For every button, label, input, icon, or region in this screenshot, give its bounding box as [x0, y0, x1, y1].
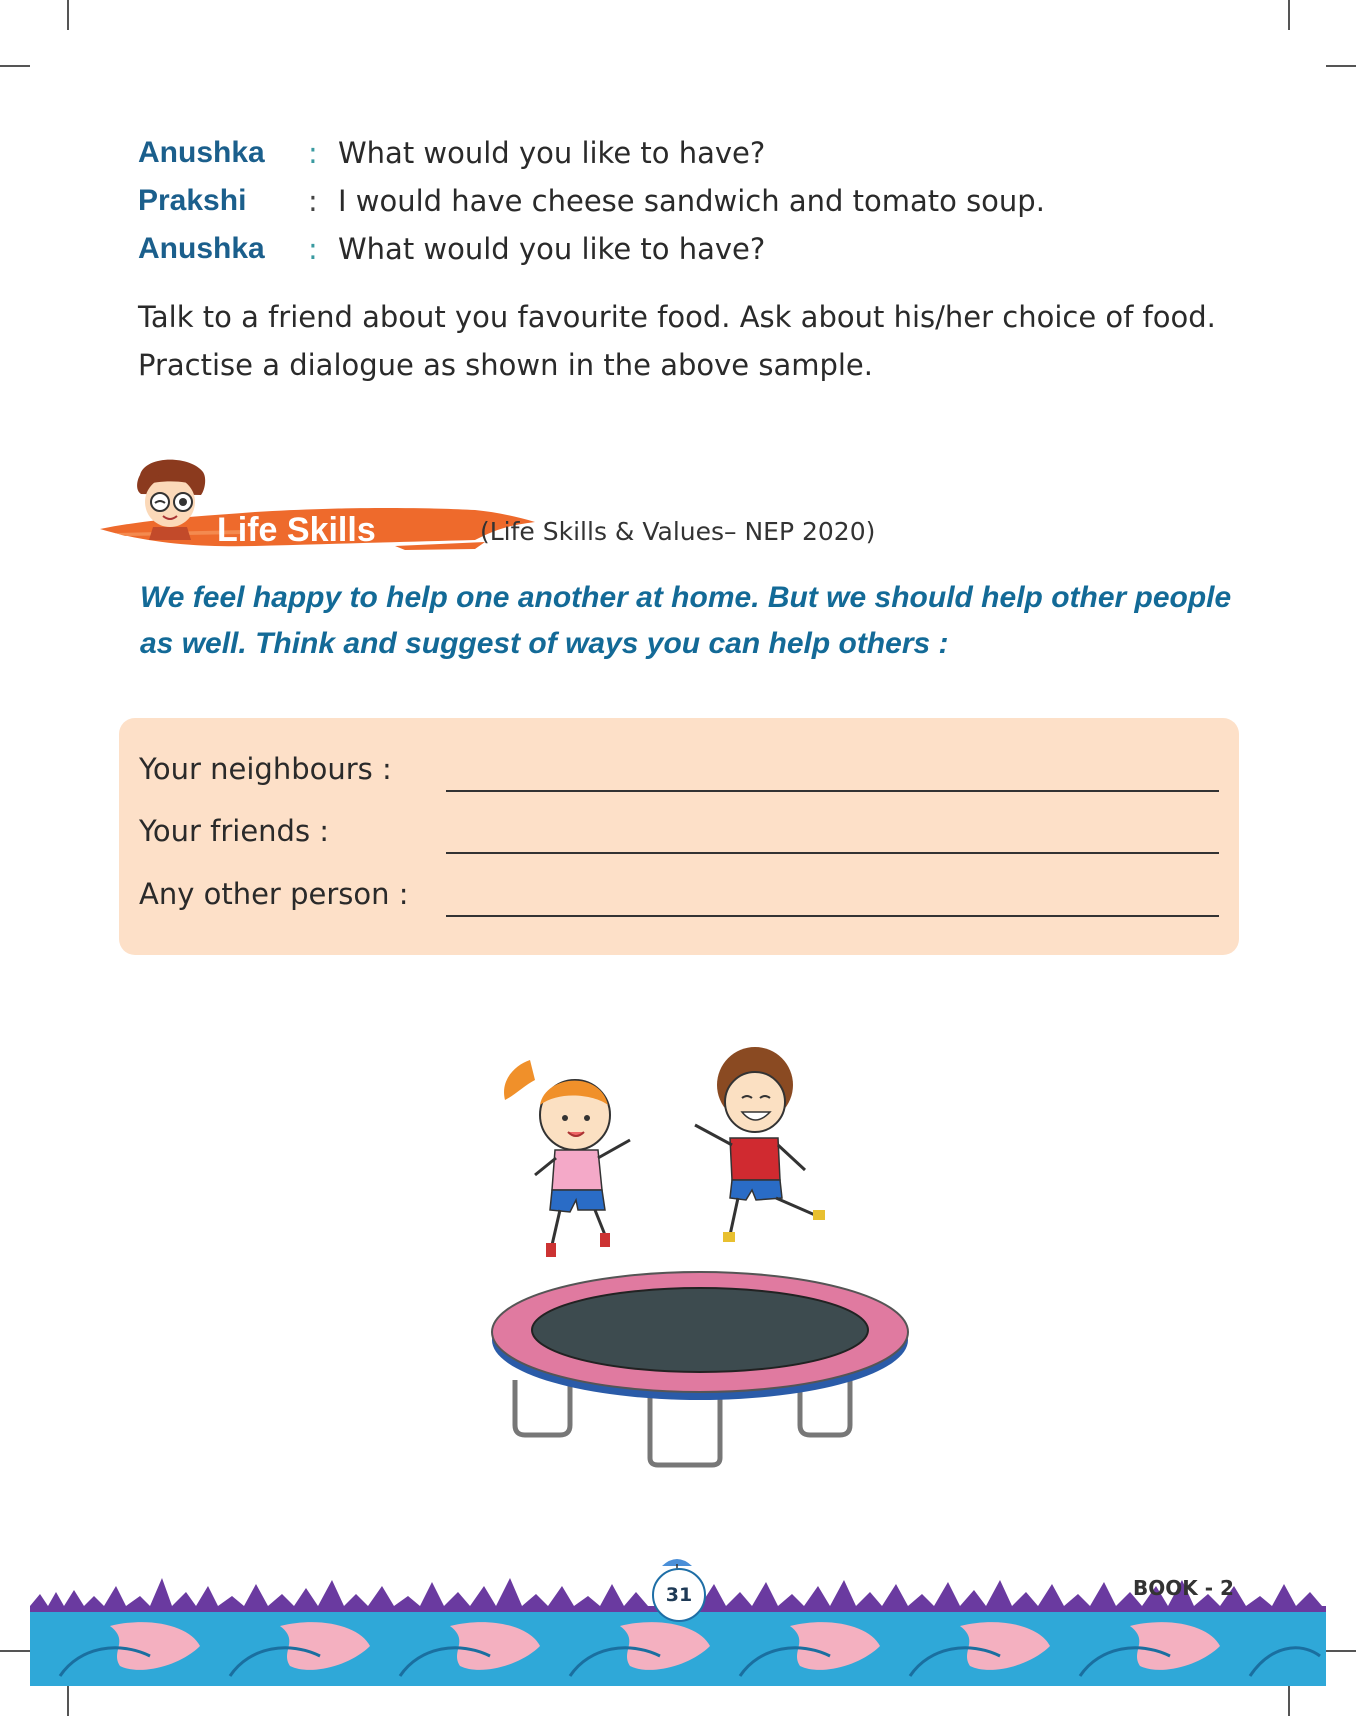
answer-blank[interactable] — [446, 790, 1219, 792]
speaker-name: Anushka — [138, 232, 265, 265]
book-label: BOOK - 2 — [1133, 1576, 1234, 1600]
dialogue-line: I would have cheese sandwich and tomato soup. — [338, 184, 1045, 218]
brush-stroke-badge — [95, 450, 895, 570]
crop-mark — [67, 0, 69, 30]
instruction-line: We feel happy to help one another at home. But we should help other people — [140, 581, 1232, 614]
activity-line: Practise a dialogue as shown in the above sample. — [138, 348, 873, 382]
crop-mark — [1288, 0, 1290, 30]
life-skills-caption: (Life Skills & Values– NEP 2020) — [480, 517, 876, 546]
boy-figure — [695, 1047, 825, 1242]
kids-trampoline-illustration — [480, 1040, 920, 1480]
crop-mark — [1288, 1686, 1290, 1716]
page-number: 31 — [652, 1568, 706, 1622]
life-skills-instruction — [140, 575, 1250, 667]
instruction-line: as well. Think and suggest of ways you can help others : — [140, 627, 949, 660]
crop-mark — [0, 65, 30, 67]
life-skills-badge-text: Life Skills — [217, 511, 376, 549]
answer-label: Your friends : — [139, 814, 330, 848]
answer-row — [139, 752, 1219, 802]
dialogue-line: What would you like to have? — [338, 232, 766, 266]
dialogue — [138, 133, 1138, 277]
activity-line: Talk to a friend about you favourite food. Ask about his/her choice of food. — [138, 300, 1216, 334]
answer-blank[interactable] — [446, 915, 1219, 917]
answer-row — [139, 814, 1219, 864]
colon: : — [308, 184, 318, 218]
colon: : — [308, 232, 318, 266]
trampoline — [492, 1272, 908, 1465]
answer-row — [139, 877, 1219, 927]
dialogue-row — [138, 181, 1138, 229]
crop-mark — [67, 1686, 69, 1716]
girl-figure — [504, 1060, 630, 1257]
dialogue-line: What would you like to have? — [338, 136, 766, 170]
answer-box — [119, 718, 1239, 955]
dialogue-row — [138, 133, 1138, 181]
crop-mark — [1326, 65, 1356, 67]
life-skills-header — [95, 450, 895, 570]
activity-instructions — [138, 293, 1238, 389]
dialogue-row — [138, 229, 1138, 277]
answer-label: Any other person : — [139, 877, 409, 911]
answer-label: Your neighbours : — [139, 752, 392, 786]
colon: : — [308, 136, 318, 170]
speaker-name: Anushka — [138, 136, 265, 169]
answer-blank[interactable] — [446, 852, 1219, 854]
speaker-name: Prakshi — [138, 184, 247, 217]
